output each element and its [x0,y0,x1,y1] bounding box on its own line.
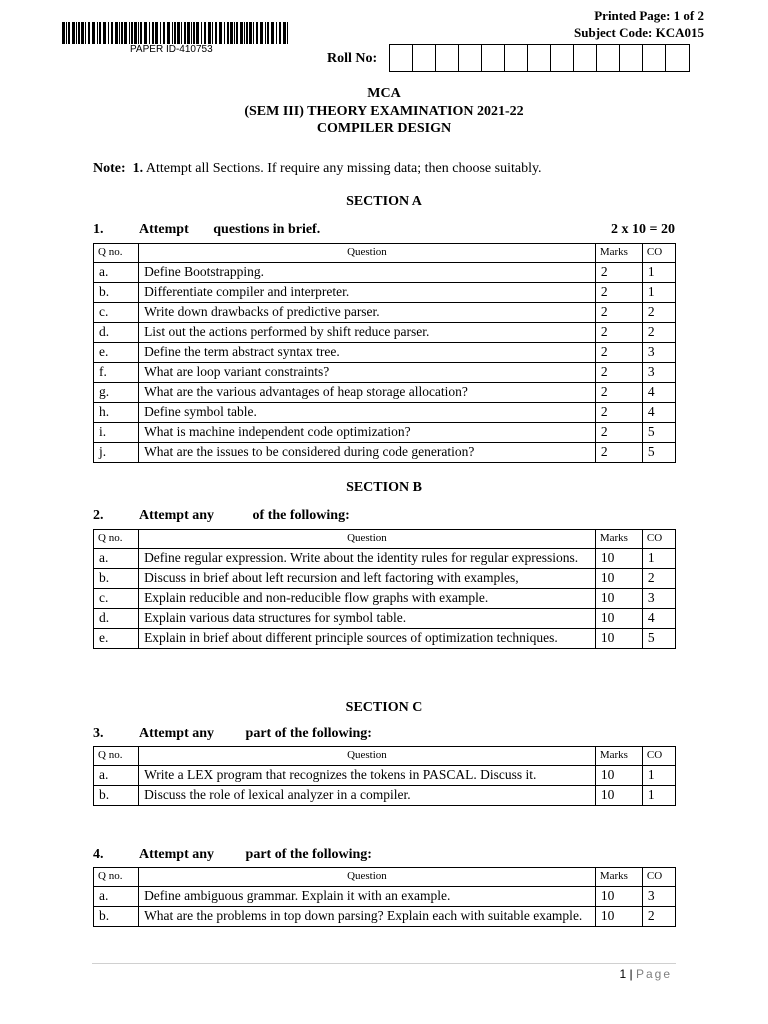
question-number-cell: a. [94,549,139,569]
table-row [94,443,676,463]
program-title: MCA [367,86,401,101]
marks-cell: 2 [595,283,642,303]
question-number-cell: b. [94,283,139,303]
marks-cell: 2 [595,323,642,343]
marks-cell: 2 [595,263,642,283]
co-cell: 1 [642,786,675,806]
roll-number-box[interactable] [482,45,505,71]
question-number: 2. [93,508,104,523]
column-header-question: Question [139,244,596,263]
question-text-cell: List out the actions performed by shift reduce parser. [139,323,596,343]
page-footer [619,967,672,981]
marks-cell: 10 [595,786,642,806]
table-row [94,303,676,323]
column-header-qno: Q no. [94,530,139,549]
column-header-co: CO [642,530,675,549]
question-text-cell: Discuss in brief about left recursion and left factoring with examples, [139,569,596,589]
co-cell: 1 [642,263,675,283]
column-header-co: CO [642,868,675,887]
roll-number-boxes[interactable] [389,44,690,72]
question-text-cell: Define regular expression. Write about the identity rules for regular expressions. [139,549,596,569]
question-text-cell: What are the problems in top down parsing? Explain each with suitable example. [139,907,596,927]
table-row [94,549,676,569]
roll-number-box[interactable] [436,45,459,71]
table-row [94,283,676,303]
question-text-cell: Differentiate compiler and interpreter. [139,283,596,303]
question-number-cell: g. [94,383,139,403]
co-cell: 5 [642,443,675,463]
question-instruction: Attempt questions in brief. [139,222,321,237]
question-number-cell: b. [94,786,139,806]
question-text-cell: Write a LEX program that recognizes the tokens in PASCAL. Discuss it. [139,766,596,786]
page-word: Page [635,967,672,981]
question-text-cell: What are the various advantages of heap storage allocation? [139,383,596,403]
marks-cell: 10 [595,549,642,569]
question-number-cell: a. [94,766,139,786]
co-cell: 2 [642,323,675,343]
table-row [94,423,676,443]
marks-cell: 2 [595,303,642,323]
question-instruction: Attempt any part of the following: [139,847,372,862]
question-number-cell: j. [94,443,139,463]
roll-number-label: Roll No: [327,51,378,66]
table-row [94,907,676,927]
table-row [94,343,676,363]
marks-cell: 2 [595,363,642,383]
column-header-qno: Q no. [94,868,139,887]
note-text: Attempt all Sections. If require any missing data; then choose suitably. [143,161,542,176]
question-number-cell: d. [94,609,139,629]
question-number-cell: d. [94,323,139,343]
table-row [94,323,676,343]
question-text-cell: Define symbol table. [139,403,596,423]
question-text-cell: Define the term abstract syntax tree. [139,343,596,363]
marks-cell: 2 [595,383,642,403]
co-cell: 3 [642,887,675,907]
question-number: 4. [93,847,104,862]
co-cell: 3 [642,343,675,363]
question-text-cell: Explain various data structures for symbol table. [139,609,596,629]
table-row [94,403,676,423]
roll-number-box[interactable] [574,45,597,71]
question-text-cell: Discuss the role of lexical analyzer in a compiler. [139,786,596,806]
section-b-heading: SECTION B [346,480,422,495]
marks-cell: 10 [595,609,642,629]
table-row [94,569,676,589]
question-number-cell: f. [94,363,139,383]
co-cell: 1 [642,766,675,786]
roll-number-box[interactable] [597,45,620,71]
roll-number-box[interactable] [643,45,666,71]
marks-cell: 10 [595,569,642,589]
marks-cell: 10 [595,887,642,907]
question-number-cell: i. [94,423,139,443]
co-cell: 5 [642,423,675,443]
marks-cell: 2 [595,423,642,443]
marks-cell: 2 [595,443,642,463]
question-text-cell: What are the issues to be considered during code generation? [139,443,596,463]
co-cell: 3 [642,363,675,383]
printed-page: Printed Page: 1 of 2 [594,8,704,23]
co-cell: 1 [642,549,675,569]
co-cell: 3 [642,589,675,609]
marks-cell: 10 [595,629,642,649]
co-cell: 4 [642,403,675,423]
question-text-cell: Explain reducible and non-reducible flow graphs with example. [139,589,596,609]
table-row [94,363,676,383]
column-header-marks: Marks [595,244,642,263]
co-cell: 2 [642,303,675,323]
question-instruction: Attempt any of the following: [139,508,350,523]
question-number-cell: e. [94,629,139,649]
roll-number-box[interactable] [459,45,482,71]
question-instruction: Attempt any part of the following: [139,726,372,741]
marks-cell: 2 [595,403,642,423]
table-row [94,887,676,907]
question-3-table [93,746,676,806]
question-number: 3. [93,726,104,741]
question-number-cell: c. [94,303,139,323]
question-number: 1. [93,222,104,237]
roll-number-box[interactable] [413,45,436,71]
table-row [94,263,676,283]
marks-cell: 10 [595,766,642,786]
marks-cell: 10 [595,907,642,927]
question-number-cell: e. [94,343,139,363]
question-text-cell: What are loop variant constraints? [139,363,596,383]
column-header-marks: Marks [595,530,642,549]
instructions-note [93,161,542,177]
paper-id: PAPER ID-410753 [130,44,213,55]
footer-separator: | [629,967,633,981]
roll-number-box[interactable] [551,45,574,71]
question-text-cell: Define ambiguous grammar. Explain it with an example. [139,887,596,907]
column-header-qno: Q no. [94,244,139,263]
subject-title: COMPILER DESIGN [316,121,452,136]
question-number-cell: c. [94,589,139,609]
column-header-qno: Q no. [94,747,139,766]
question-number-cell: a. [94,887,139,907]
exam-title: (SEM III) THEORY EXAMINATION 2021-22 [244,104,524,119]
table-row [94,383,676,403]
roll-number-box[interactable] [390,45,413,71]
roll-number-box[interactable] [528,45,551,71]
marks-cell: 10 [595,589,642,609]
co-cell: 2 [642,907,675,927]
question-text-cell: Explain in brief about different principle sources of optimization techniques. [139,629,596,649]
column-header-marks: Marks [595,868,642,887]
subject-code: Subject Code: KCA015 [574,25,704,40]
note-number: 1. [132,161,144,176]
section-b-table [93,529,676,649]
section-a-table [93,243,676,463]
co-cell: 5 [642,629,675,649]
column-header-question: Question [139,530,596,549]
question-number-cell: b. [94,569,139,589]
co-cell: 1 [642,283,675,303]
column-header-question: Question [139,747,596,766]
column-header-question: Question [139,868,596,887]
roll-number-box[interactable] [620,45,643,71]
co-cell: 4 [642,383,675,403]
question-number-cell: h. [94,403,139,423]
table-row [94,589,676,609]
table-row [94,786,676,806]
column-header-co: CO [642,244,675,263]
question-marks: 2 x 10 = 20 [611,222,675,237]
question-number-cell: a. [94,263,139,283]
page-number: 1 [619,967,627,981]
column-header-marks: Marks [595,747,642,766]
marks-cell: 2 [595,343,642,363]
roll-number-box[interactable] [666,45,689,71]
table-row [94,766,676,786]
barcode [62,22,290,44]
table-row [94,609,676,629]
question-number-cell: b. [94,907,139,927]
question-text-cell: What is machine independent code optimization? [139,423,596,443]
question-text-cell: Define Bootstrapping. [139,263,596,283]
question-text-cell: Write down drawbacks of predictive parser. [139,303,596,323]
co-cell: 2 [642,569,675,589]
column-header-co: CO [642,747,675,766]
co-cell: 4 [642,609,675,629]
section-c-heading: SECTION C [345,700,423,715]
note-label: Note: [93,161,126,176]
question-4-table [93,867,676,927]
footer-divider [92,963,676,964]
table-row [94,629,676,649]
roll-number-box[interactable] [505,45,528,71]
section-a-heading: SECTION A [346,194,422,209]
